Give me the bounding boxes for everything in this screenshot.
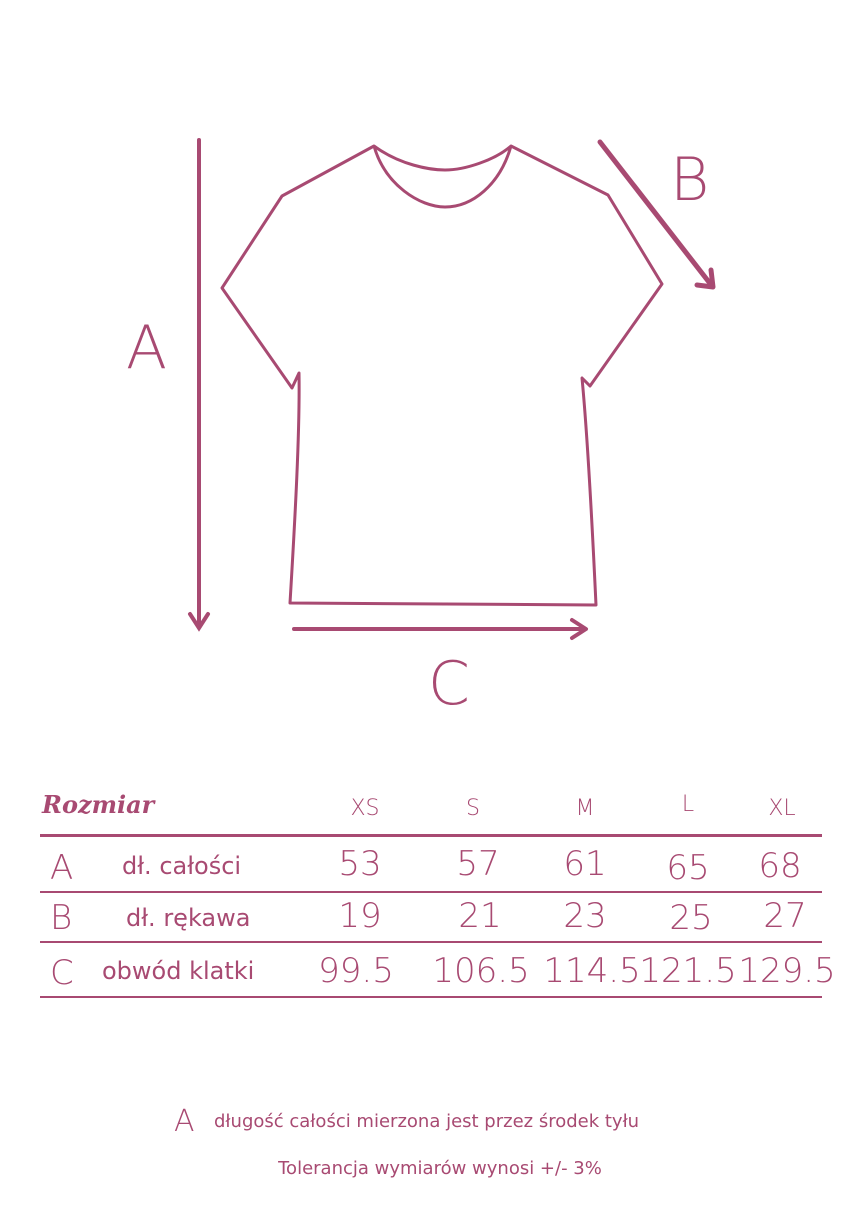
value-cell: 53 <box>338 844 382 884</box>
value-cell: 61 <box>563 844 607 884</box>
tshirt-neckline <box>374 146 511 207</box>
tshirt-outline <box>222 146 662 605</box>
value-cell: 25 <box>669 898 713 938</box>
arrow-a <box>190 140 208 628</box>
table-row <box>40 840 822 892</box>
table-rule <box>40 941 822 943</box>
table-row <box>40 945 836 997</box>
label-a: A <box>126 313 168 383</box>
size-s-header: S <box>466 796 480 821</box>
note-a-text: długość całości mierzona jest przez środek tyłu <box>214 1111 640 1132</box>
value-cell: 68 <box>758 846 802 886</box>
row-label: dł. rękawa <box>126 904 251 932</box>
row-letter: A <box>50 848 74 888</box>
value-cell: 27 <box>763 896 807 936</box>
value-cell: 19 <box>338 896 382 936</box>
label-b: B <box>670 145 710 215</box>
tolerance-note: Tolerancja wymiarów wynosi +/- 3% <box>278 1158 602 1179</box>
value-cell: 57 <box>456 844 500 884</box>
note-letter-a: A <box>174 1104 195 1139</box>
table-header-row <box>40 790 822 830</box>
size-xl-header: XL <box>768 796 796 821</box>
table-rule <box>40 996 822 998</box>
size-m-header: M <box>575 796 595 821</box>
row-letter: C <box>50 953 74 993</box>
value-cell: 129.5 <box>738 951 836 991</box>
row-label: dł. całości <box>122 852 242 880</box>
value-cell: 106.5 <box>432 951 530 991</box>
value-cell: 99.5 <box>318 951 394 991</box>
value-cell: 21 <box>458 896 502 936</box>
table-rule <box>40 834 822 837</box>
size-xs-header: XS <box>350 796 380 821</box>
value-cell: 65 <box>666 848 710 888</box>
value-cell: 23 <box>563 896 607 936</box>
size-l-header: L <box>681 792 695 817</box>
table-rule <box>40 891 822 893</box>
size-column-header: Rozmiar <box>42 790 155 819</box>
row-letter: B <box>50 898 73 938</box>
label-c: C <box>428 649 470 719</box>
value-cell: 121.5 <box>639 951 737 991</box>
table-row <box>40 894 822 946</box>
value-cell: 114.5 <box>543 951 641 991</box>
row-label: obwód klatki <box>102 957 255 985</box>
arrow-c <box>294 620 586 638</box>
